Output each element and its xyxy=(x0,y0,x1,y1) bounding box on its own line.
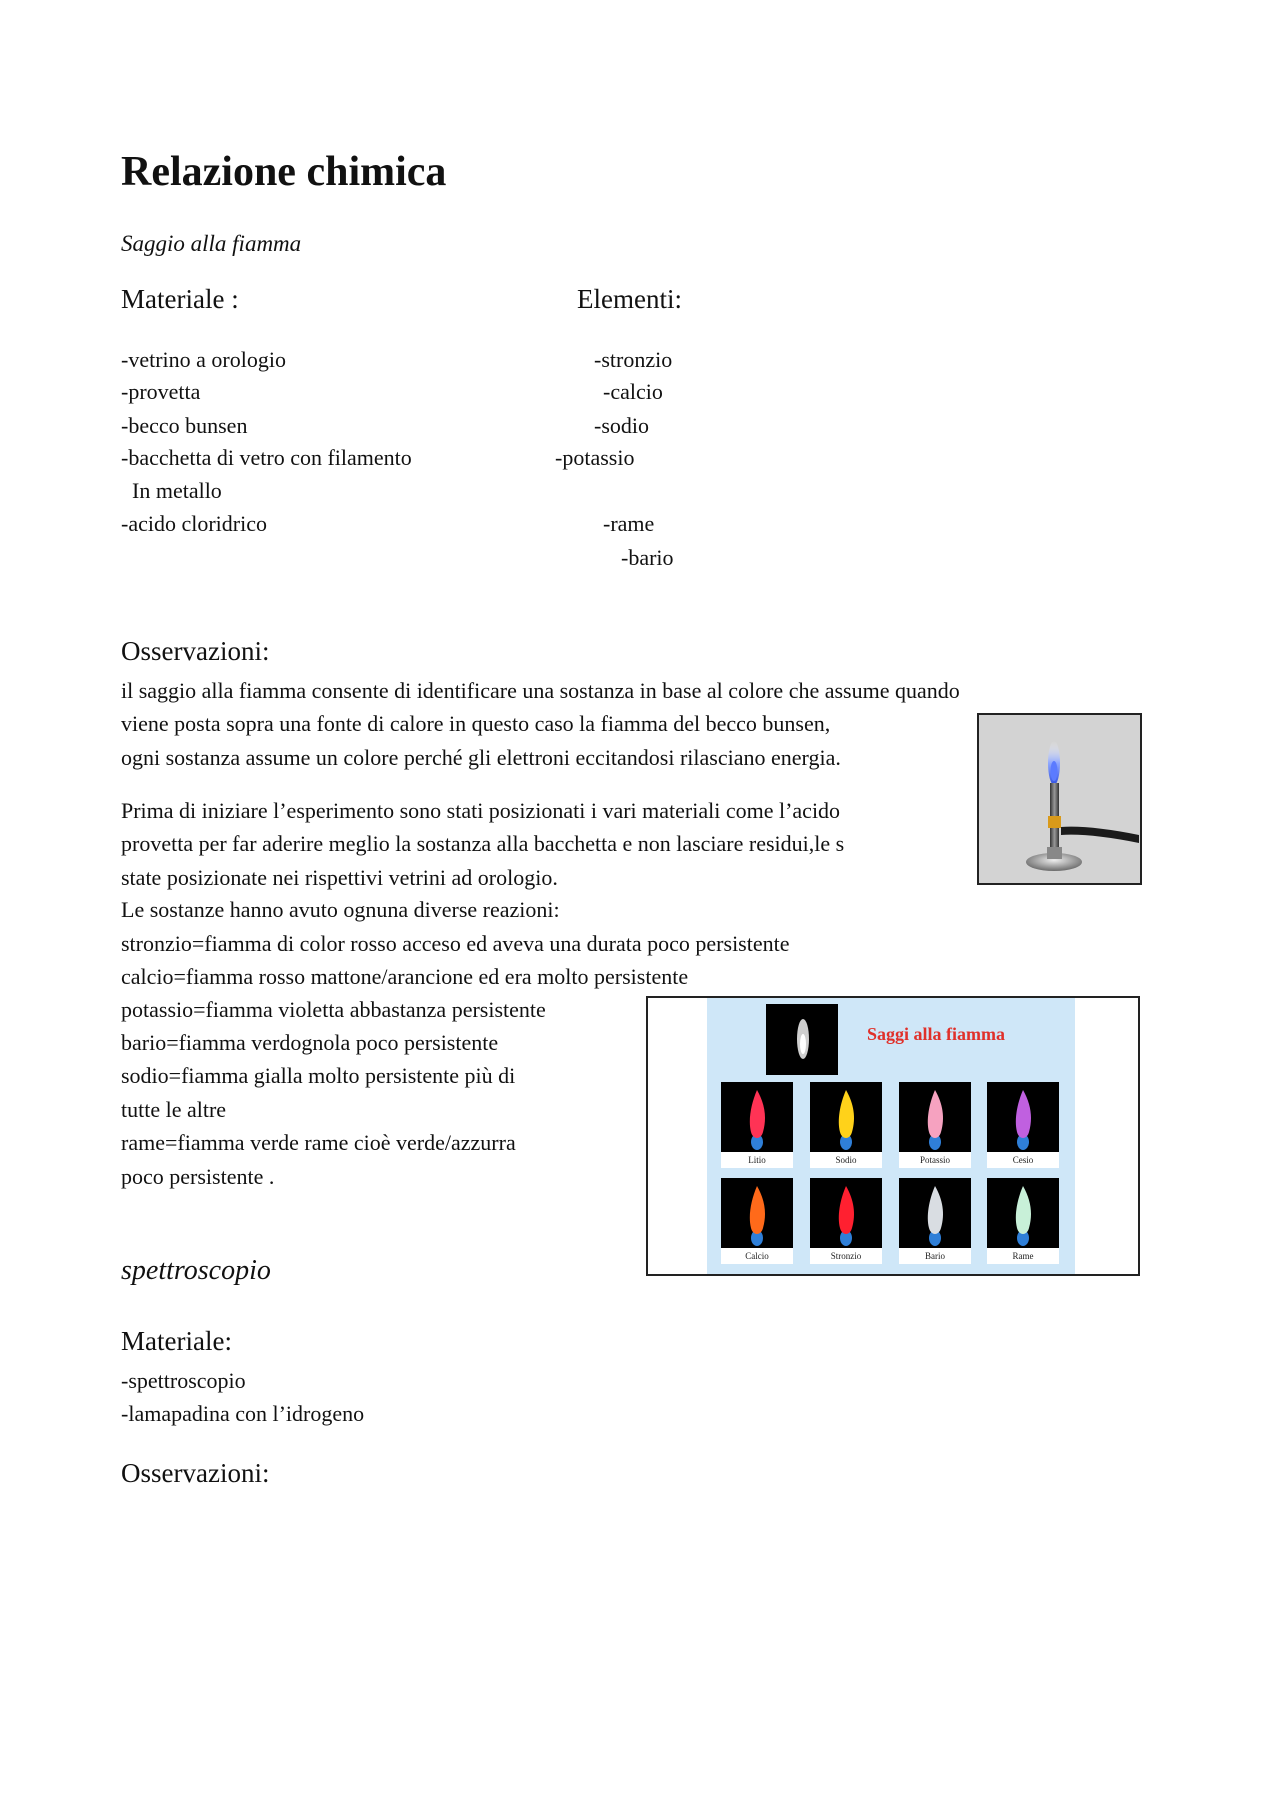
paragraph-line: potassio=fiamma violetta abbastanza persistente xyxy=(121,997,546,1022)
paragraph-line: Le sostanze hanno avuto ognuna diverse reazioni: xyxy=(121,897,560,922)
flame-label: Litio xyxy=(721,1152,793,1168)
flame-label: Stronzio xyxy=(810,1248,882,1264)
paragraph-line: rame=fiamma verde rame cioè verde/azzurra xyxy=(121,1130,516,1155)
materiale-heading-2: Materiale: xyxy=(121,1326,232,1356)
flame-photo xyxy=(899,1082,971,1152)
flame-photo xyxy=(987,1178,1059,1248)
flame-sample xyxy=(987,1082,1059,1168)
bunsen-burner-image xyxy=(977,713,1142,885)
flame-label: Sodio xyxy=(810,1152,882,1168)
flame-icon xyxy=(899,1082,971,1152)
list-item: -provetta xyxy=(121,379,201,404)
list-item: -calcio xyxy=(603,379,663,404)
flame-icon xyxy=(766,1004,838,1075)
page-title: Relazione chimica xyxy=(121,149,447,195)
paragraph-line: bario=fiamma verdognola poco persistente xyxy=(121,1030,499,1055)
flame-photo xyxy=(810,1178,882,1248)
list-item: -potassio xyxy=(555,445,635,470)
white-flame-photo xyxy=(766,1004,838,1075)
flame-label: Rame xyxy=(987,1248,1059,1264)
flame-sample xyxy=(721,1178,793,1264)
paragraph-line: tutte le altre xyxy=(121,1097,227,1122)
flame-photo xyxy=(810,1082,882,1152)
flame-label: Bario xyxy=(899,1248,971,1264)
materiale-heading: Materiale : xyxy=(121,284,239,314)
section-subtitle-flame-test: Saggio alla fiamma xyxy=(121,231,302,256)
flame-sample xyxy=(810,1082,882,1168)
flame-sample xyxy=(899,1082,971,1168)
flame-chart-title: Saggi alla fiamma xyxy=(867,1024,1005,1044)
list-item: -vetrino a orologio xyxy=(121,347,286,372)
paragraph-line: stronzio=fiamma di color rosso acceso ed aveva una durata poco persistente xyxy=(121,931,790,956)
flame-photo xyxy=(721,1082,793,1152)
flame-icon xyxy=(987,1082,1059,1152)
flame-sample xyxy=(721,1082,793,1168)
paragraph-line: provetta per far aderire meglio la sostanza alla bacchetta e non lasciare residui,le s xyxy=(121,831,845,856)
flame-sample xyxy=(810,1178,882,1264)
flame-photo xyxy=(721,1178,793,1248)
list-item: -stronzio xyxy=(594,347,673,372)
paragraph-line: calcio=fiamma rosso mattone/arancione ed era molto persistente xyxy=(121,964,689,989)
flame-icon xyxy=(721,1082,793,1152)
paragraph-line: il saggio alla fiamma consente di identificare una sostanza in base al colore che assume quando xyxy=(121,678,960,703)
list-item: In metallo xyxy=(121,478,222,503)
flame-icon xyxy=(810,1178,882,1248)
flame-photo xyxy=(987,1082,1059,1152)
flame-label: Calcio xyxy=(721,1248,793,1264)
flame-photo xyxy=(899,1178,971,1248)
paragraph-line: viene posta sopra una fonte di calore in questo caso la fiamma del becco bunsen, xyxy=(121,711,831,736)
flame-test-panel xyxy=(707,998,1075,1274)
bunsen-burner-icon xyxy=(979,715,1140,883)
elementi-heading: Elementi: xyxy=(577,284,682,314)
flame-icon xyxy=(721,1178,793,1248)
paragraph-line: sodio=fiamma gialla molto persistente più di xyxy=(121,1063,516,1088)
list-item: -becco bunsen xyxy=(121,413,248,438)
osservazioni-heading-2: Osservazioni: xyxy=(121,1458,270,1488)
paragraph-line: ogni sostanza assume un colore perché gli elettroni eccitandosi rilasciano energia. xyxy=(121,745,841,770)
list-item: -bario xyxy=(621,545,674,570)
flame-icon xyxy=(899,1178,971,1248)
list-item: -rame xyxy=(603,511,655,536)
flame-icon xyxy=(987,1178,1059,1248)
flame-label: Cesio xyxy=(987,1152,1059,1168)
flame-test-figure xyxy=(646,996,1140,1276)
list-item: -bacchetta di vetro con filamento xyxy=(121,445,412,470)
list-item: -lamapadina con l’idrogeno xyxy=(121,1401,365,1426)
flame-sample xyxy=(987,1178,1059,1264)
list-item: -acido cloridrico xyxy=(121,511,267,536)
osservazioni-heading: Osservazioni: xyxy=(121,636,270,666)
list-item: -spettroscopio xyxy=(121,1368,246,1393)
paragraph-line: poco persistente . xyxy=(121,1164,275,1189)
flame-sample xyxy=(899,1178,971,1264)
paragraph-line: Prima di iniziare l’esperimento sono stati posizionati i vari materiali come l’acido xyxy=(121,798,841,823)
section-subtitle-spectroscope: spettroscopio xyxy=(121,1255,271,1286)
paragraph-line: state posizionate nei rispettivi vetrini ad orologio. xyxy=(121,865,558,890)
list-item: -sodio xyxy=(594,413,649,438)
flame-icon xyxy=(810,1082,882,1152)
flame-label: Potassio xyxy=(899,1152,971,1168)
